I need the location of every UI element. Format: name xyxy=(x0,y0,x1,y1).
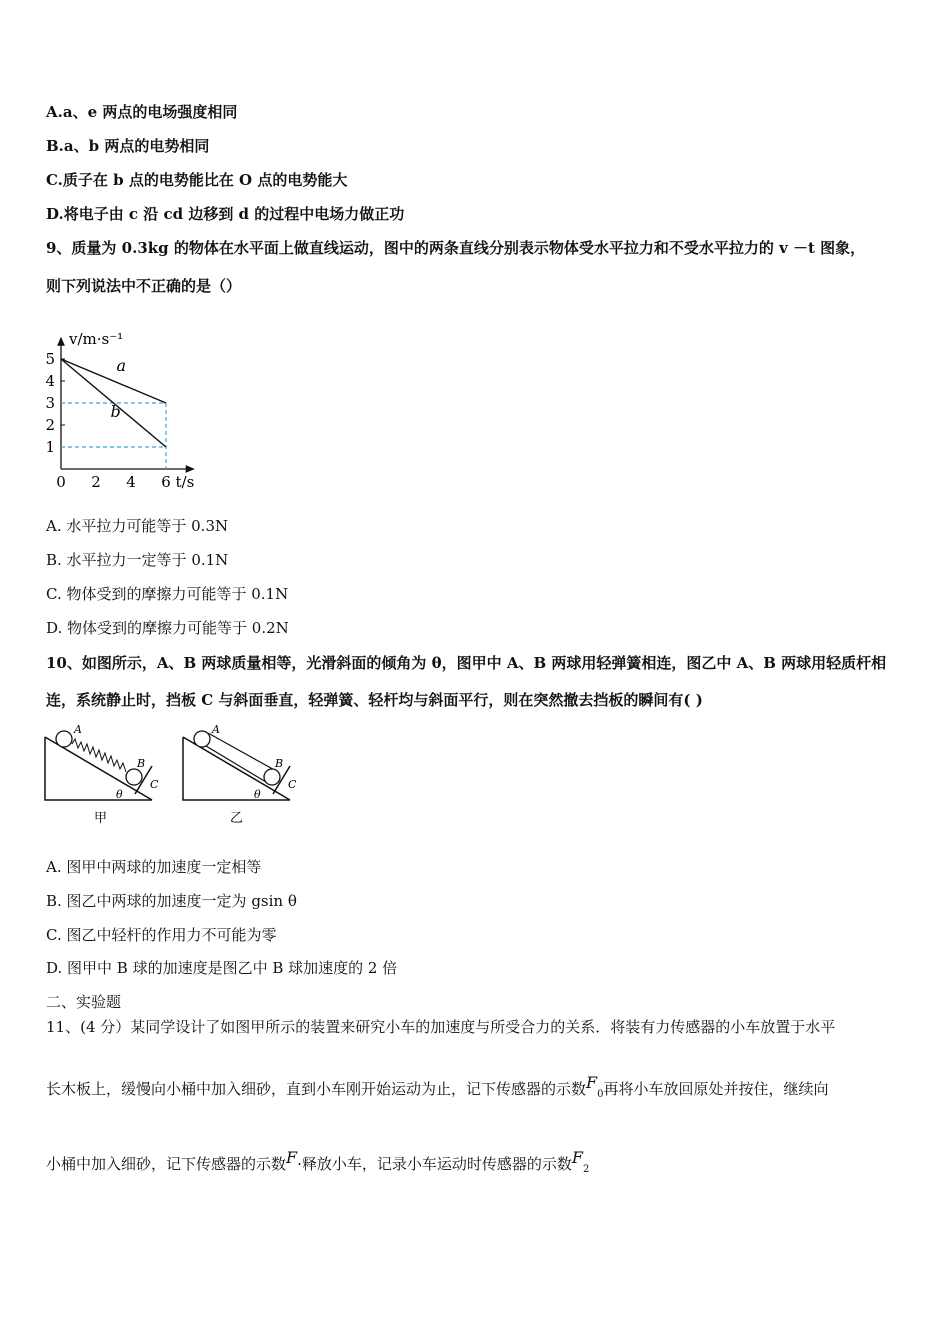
fig-jia-label-theta: θ xyxy=(116,788,123,801)
q11-line3 xyxy=(46,1148,589,1180)
fig-jia-caption: 甲 xyxy=(94,811,108,826)
fig-jia-label-b: B xyxy=(137,757,146,770)
series-line-a xyxy=(61,359,166,403)
series-label-b: b xyxy=(110,402,121,421)
q9-option-d: D. 物体受到的摩擦力可能等于 0.2N xyxy=(46,619,289,637)
q8-option-d: D.将电子由 c 沿 cd 边移到 d 的过程中电场力做正功 xyxy=(46,205,405,223)
q11-line3-text-a: 小桶中加入细砂，记下传感器的示数 xyxy=(46,1155,287,1173)
f2-subscript: 2 xyxy=(583,1164,590,1175)
figure-yi xyxy=(178,722,308,832)
x-tick-label: 0 xyxy=(56,473,66,491)
q9-stem-line1: 9、质量为 0.3kg 的物体在水平面上做直线运动，图中的两条直线分别表示物体受水平拉力和不受水平拉力的 v －t 图象， xyxy=(46,239,866,257)
fig-yi-label-c: C xyxy=(288,778,297,791)
y-tick-label: 2 xyxy=(45,416,55,434)
fig-jia-label-c: C xyxy=(150,778,159,791)
q11-line1: 11、(4 分）某同学设计了如图甲所示的装置来研究小车的加速度与所受合力的关系．将装有力传感器的小车放置于水平 xyxy=(46,1018,836,1036)
f0-symbol: F xyxy=(586,1073,598,1092)
q9-stem-line2: 则下列说法中不正确的是（） xyxy=(46,277,242,295)
q10-option-c: C. 图乙中轻杆的作用力不可能为零 xyxy=(46,926,277,944)
q10-option-b: B. 图乙中两球的加速度一定为 gsin θ xyxy=(46,892,297,910)
q8-option-b: B.a、b 两点的电势相同 xyxy=(46,137,210,155)
x-axis-label: t/s xyxy=(175,473,195,491)
fig-yi-label-a: A xyxy=(212,723,220,736)
fig-jia-label-a: A xyxy=(74,723,82,736)
y-axis-label: v/m·s⁻¹ xyxy=(69,330,124,348)
y-tick-label: 1 xyxy=(45,438,55,456)
y-tick-label: 5 xyxy=(45,350,55,368)
section-title: 二、实验题 xyxy=(46,993,122,1011)
f0-subscript: 0 xyxy=(597,1089,604,1100)
q9-option-b: B. 水平拉力一定等于 0.1N xyxy=(46,551,229,569)
q10-stem-line2: 连，系统静止时，挡板 C 与斜面垂直，轻弹簧、轻杆均与斜面平行，则在突然撤去挡板的瞬间有( ) xyxy=(46,691,703,709)
f-symbol: F xyxy=(286,1148,298,1167)
fig-yi-label-b: B xyxy=(275,757,284,770)
q8-option-a: A.a、e 两点的电场强度相同 xyxy=(46,103,238,121)
q11-line2-text-a: 长木板上，缓慢向小桶中加入细砂，直到小车刚开始运动为止，记下传感器的示数 xyxy=(46,1080,587,1098)
y-tick-label: 4 xyxy=(45,372,55,390)
fig-yi-label-theta: θ xyxy=(254,788,261,801)
vt-chart xyxy=(40,305,240,495)
q11-line2-text-b: 再将小车放回原处并按住，继续向 xyxy=(603,1080,829,1098)
fig-yi-caption: 乙 xyxy=(230,811,244,826)
q11-line3-text-b: ·释放小车，记录小车运动时传感器的示数 xyxy=(297,1155,572,1173)
y-tick-label: 3 xyxy=(45,394,55,412)
series-label-a: a xyxy=(116,356,127,375)
x-tick-label: 4 xyxy=(126,473,136,491)
q10-stem-line1: 10、如图所示，A、B 两球质量相等，光滑斜面的倾角为 θ，图甲中 A、B 两球用轻弹簧相连，图乙中 A、B 两球用轻质杆相 xyxy=(46,654,887,672)
q9-option-c: C. 物体受到的摩擦力可能等于 0.1N xyxy=(46,585,289,603)
q9-option-a: A. 水平拉力可能等于 0.3N xyxy=(46,517,229,535)
figure-jia xyxy=(40,722,170,832)
q11-line2 xyxy=(46,1073,829,1105)
x-tick-label: 2 xyxy=(91,473,101,491)
x-tick-label: 6 xyxy=(161,473,171,491)
q10-option-a: A. 图甲中两球的加速度一定相等 xyxy=(46,858,262,876)
q10-option-d: D. 图甲中 B 球的加速度是图乙中 B 球加速度的 2 倍 xyxy=(46,959,398,977)
f2-symbol: F xyxy=(571,1148,584,1167)
q8-option-c: C.质子在 b 点的电势能比在 O 点的电势能大 xyxy=(46,171,348,189)
